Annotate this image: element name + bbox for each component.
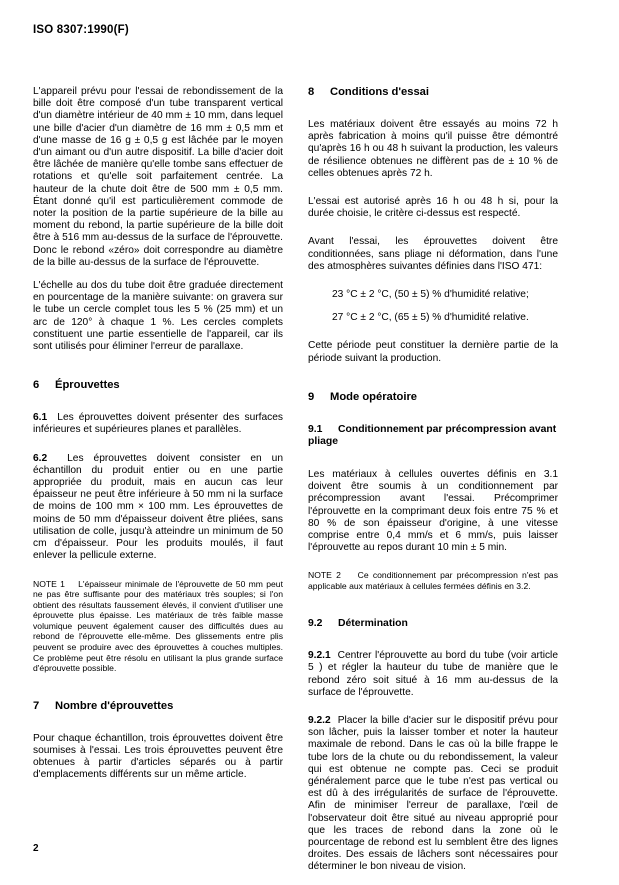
clause-7-title: Nombre d'éprouvettes [55, 699, 174, 712]
clause-9-heading [308, 391, 558, 404]
clause-8-heading [308, 86, 558, 99]
section-spacer-2 [33, 685, 283, 700]
clause-9-number: 9 [308, 390, 315, 403]
heading-spacer-6 [308, 641, 558, 650]
note-1-label: NOTE 1 [33, 578, 65, 589]
section-spacer-4 [308, 603, 558, 618]
clause-8-paragraph-4: Cette période peut constituer la dernière partie de la période suivant la production. [308, 340, 558, 364]
subclause-6-1-number: 6.1 [33, 412, 48, 424]
section-spacer-3 [308, 376, 558, 391]
subclause-6-1 [33, 412, 283, 436]
two-column-body [33, 86, 586, 885]
clause-8-number: 8 [308, 86, 315, 98]
subclause-9-1-heading [308, 424, 558, 449]
subclause-9-2-number: 9.2 [308, 617, 323, 629]
clause-6-title: Éprouvettes [55, 379, 120, 392]
subclause-9-2-title: Détermination [338, 617, 408, 629]
subclause-6-2-text: Les éprouvettes doivent consister en un échantillon du produit entier ou en une partie appropriée du produit, mais en aucun cas leur épaisseur ne peut être inférieure à 50 mm ni la surface de moins de 100 mm × 100 mm. Les éprouvettes de moins de 50 mm d'épaisseur doivent être pliées, sans utilisation de colle, jusqu'à atteindre un minimum de 50 cm d'épaisseur. Pour les produits moulés, il faut enlever la pellicule externe. [33, 452, 283, 562]
paragraph-scale: L'échelle au dos du tube doit être graduée directement en pourcentage de la manière suivante: on gravera sur le tube un cercle complet tous les 5 % (25 mm) et un arc de 120° à chaque 1 %. Les cercles complets constituent une partie essentielle de l'appareil, car ils sont utilisés pour éliminer l'erreur de parallaxe. [33, 280, 283, 353]
subclause-9-1-number: 9.1 [308, 423, 323, 435]
clause-9-title: Mode opératoire [330, 390, 418, 403]
page-number: 2 [33, 843, 39, 854]
subclause-9-2-heading [308, 618, 558, 631]
item-9-2-2-text: Placer la bille d'acier sur le dispositif prévu pour son lâcher, puis la laisser tomber et noter la hauteur maximale de rebond. Dans le cas où la bille frappe le tube lors de la chute ou du rebondissement, la valeur qui est obtenue ne compte pas. Ceci se produit généralement parce que le tube n'est pas vertical ou est dû à des irrégularités de surface de l'éprouvette. Afin de minimiser l'erreur de parallaxe, l'œil de l'observateur doit être situé au niveau approprié pour que les traces de rebond dans la zone où le pourcentage de rebond est lu semblent être des lignes droites. Des essais de lâchers sont nécessaires pour déterminer le bon niveau de vision. [308, 715, 558, 873]
heading-spacer-3 [308, 110, 558, 119]
note-1-text: L'épaisseur minimale de l'éprouvette de 50 mm peut ne pas être suffisante pour des matériaux très souples; si l'on obtient des résultats faussement élevés, il convient d'utiliser une éprouvette plus épaisse. Les matériaux de très faible masse volumique peuvent également causer des difficultés dues au rebond de l'éprouvette elle-même. Des glissements entre plis peuvent se produire avec des éprouvettes à couches multiples. Ce problème peut être résolu en utilisant la plus grande surface d'éprouvette possible. [33, 578, 283, 674]
clause-6-heading [33, 379, 283, 392]
clause-8-paragraph-1: Les matériaux doivent être essayés au moins 72 h après fabrication à moins qu'il puisse être démontré qu'après 16 h ou 48 h suivant la production, les valeurs de résilience obtenues ne diffèrent pas de ± 10 % de celles obtenues après 72 h. [308, 119, 558, 179]
heading-spacer [33, 403, 283, 412]
section-spacer [33, 364, 283, 379]
note-2-label: NOTE 2 [308, 570, 341, 581]
clause-8-paragraph-2: L'essai est autorisé après 16 h ou 48 h si, pour la durée choisie, le critère ci-dessus est respecté. [308, 196, 558, 220]
clause-8-title: Conditions d'essai [330, 86, 430, 98]
atmosphere-option-2: 27 °C ± 2 °C, (65 ± 5) % d'humidité relative. [332, 312, 529, 324]
heading-spacer-4 [308, 415, 558, 424]
heading-spacer-2 [33, 724, 283, 733]
atmosphere-option-1: 23 °C ± 2 °C, (50 ± 5) % d'humidité relative; [332, 289, 529, 301]
subclause-6-2-number: 6.2 [33, 452, 48, 464]
note-2-text: Ce conditionnement par précompression n'est pas applicable aux matériaux à cellules fermées définis en 3.2. [308, 570, 558, 592]
subclause-6-2 [33, 453, 283, 563]
clause-8-paragraph-3: Avant l'essai, les éprouvettes doivent être conditionnées, sans pliage ni déformation, dans l'une des atmosphères suivantes définies dans l'ISO 471: [308, 236, 558, 272]
page-header: ISO 8307:1990(F) [33, 24, 129, 36]
clause-7-heading [33, 700, 283, 713]
right-column [308, 86, 558, 885]
subclause-9-1-title: Conditionnement par précompression avant pliage [308, 423, 557, 448]
subclause-9-1-text: Les matériaux à cellules ouvertes définis en 3.1 doivent être soumis à un conditionnement par précompression avant l'essai. Précomprimer l'éprouvette en la comprimant deux fois entre 75 % et 80 % de son épaisseur d'origine, à une vitesse comprise entre 0,4 mm/s et 6 mm/s, puis laisser l'éprouvette au repos durant 10 min ± 5 min. [308, 469, 558, 554]
clause-7-number: 7 [33, 699, 40, 712]
item-9-2-1-text: Centrer l'éprouvette au bord du tube (voir article 5 ) et régler la hauteur du tube de manière que le rebond zéro soit situé à 16 mm au-dessus de la surface de l'éprouvette. [308, 650, 558, 698]
clause-7-text: Pour chaque échantillon, trois éprouvettes doivent être soumises à l'essai. Les trois éprouvettes peuvent être obtenues à partir d'articles séparés ou à partir d'emplacements différents sur un même article. [33, 732, 283, 781]
subclause-6-1-text: Les éprouvettes doivent présenter des surfaces inférieures et supérieures planes et parallèles. [33, 412, 283, 436]
paragraph-apparatus: L'appareil prévu pour l'essai de rebondissement de la bille doit être composé d'un tube transparent vertical d'un diamètre intérieur de 40 mm ± 10 mm, dans lequel une bille d'acier d'un diamètre de 16 mm ± 0,5 mm et d'une masse de 16 g ± 0,5 g est lâchée par le moyen d'un aimant ou d'un autre dispositif. La bille d'acier doit être lâchée de manière qu'elle tombe sans effectuer de rotations et qu'elle soit parfaitement centrée. La hauteur de la chute doit être de 500 mm ± 0,5 mm. Étant donné qu'il est particulièrement commode de noter la position de la partie supérieure de la bille au moment du rebond, la partie supérieure de la bille doit être à 516 mm au-dessus de la surface de l'éprouvette. Donc le rebond «zéro» doit correspondre au diamètre de la bille au-dessus de la surface de l'éprouvette. [33, 86, 283, 268]
item-9-2-2-number: 9.2.2 [308, 715, 331, 727]
item-9-2-1 [308, 650, 558, 699]
note-1 [33, 579, 283, 674]
item-9-2-2 [308, 715, 558, 874]
heading-spacer-5 [308, 460, 558, 469]
left-column [33, 86, 283, 885]
clause-6-number: 6 [33, 379, 40, 392]
item-9-2-1-number: 9.2.1 [308, 650, 331, 662]
note-2 [308, 570, 558, 591]
